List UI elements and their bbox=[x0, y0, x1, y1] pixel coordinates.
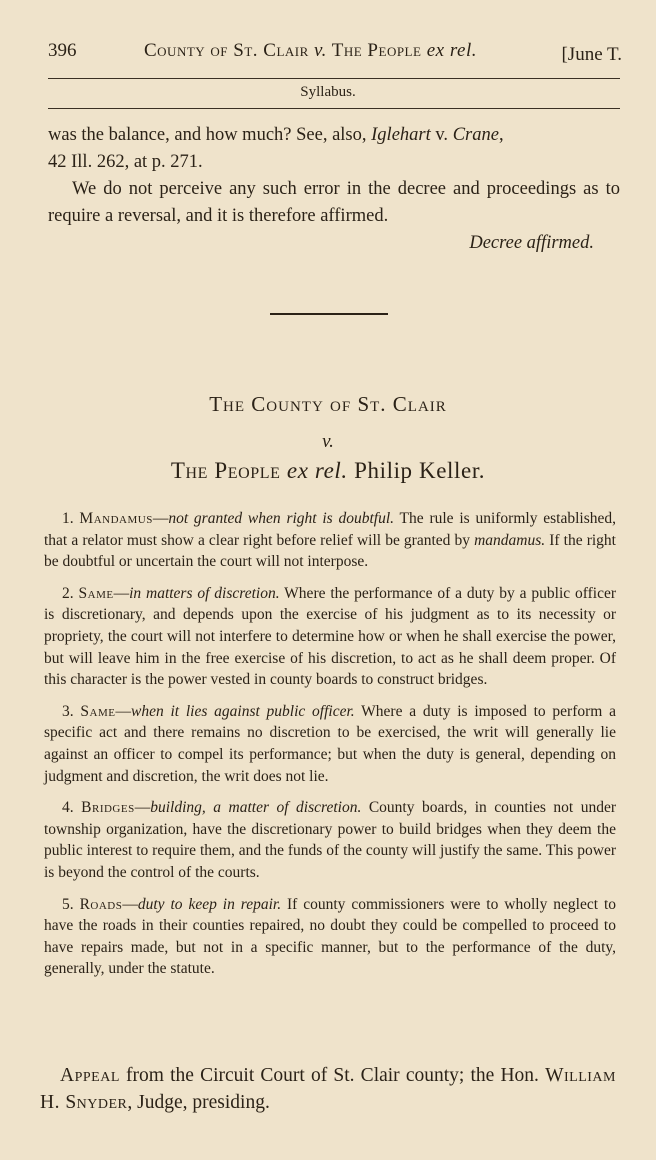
header-rule-bottom bbox=[48, 108, 620, 109]
decree-affirmed-text: Decree affirmed. bbox=[469, 233, 594, 253]
headnote-text: Where a duty is imposed to perform a specific act and there remains no discretion to be exercised, the writ will generally lie against an officer to compel its performance; but when the duty is general, depending on judgment and discretion, the writ does not lie. bbox=[44, 702, 616, 785]
headnote-number: 2. bbox=[62, 584, 74, 602]
decree-affirmed bbox=[48, 230, 620, 257]
case-cite-name: Iglehart bbox=[371, 125, 431, 145]
appeal-judge: William H. Snyder bbox=[40, 1065, 616, 1113]
section-label: Syllabus. bbox=[300, 84, 356, 100]
appeal-lead: Appeal bbox=[60, 1065, 120, 1086]
headnote-2: 2. Same—in matters of discretion. Where the performance of a duty by a public officer is discretionary, and depends upon the exercise of his judgment as to its necessity or propriety, the court will not interfere to determine how or when he shall exercise the power, but will leave him in the free exercise of his discretion, to act as he shall deem proper. Of this character is the power vested in county boards to construct bridges. bbox=[44, 584, 617, 689]
running-title-part1: County of St. Clair bbox=[144, 40, 309, 61]
headnote-topic: Same bbox=[78, 584, 114, 602]
headnote-text: If county commissioners were to wholly neglect to have the roads in their counties repaired, no doubt they could be compelled to proceed to have repairs made, but not in a specific manner, but to the performance of the duty, generally, under the statute. bbox=[44, 895, 616, 978]
headnote-topic: Same bbox=[80, 702, 116, 720]
running-title-exrel: ex rel. bbox=[426, 40, 477, 61]
opening-line-2: 42 Ill. 262, at p. 271. bbox=[48, 152, 203, 172]
headnote-text: Where the performance of a duty by a public officer is discretionary, and depends upon the exercise of his judgment as to its necessity or propriety, the court will not interfere to determine how or when he shall exercise the power, but will leave him in the free exercise of his discretion, to act as he shall deem proper. Of this character is the power vested in county boards to construct bridges. bbox=[44, 584, 617, 689]
opinion-conclusion bbox=[48, 122, 620, 257]
running-head bbox=[48, 40, 622, 70]
term-label: [June T. bbox=[561, 44, 622, 65]
affirmance-paragraph: We do not perceive any such error in the decree and proceedings as to require a reversal, and it is therefore affirmed. bbox=[48, 179, 620, 226]
headnote-subtopic: duty to keep in repair. bbox=[137, 895, 282, 913]
case-cite-v: v. bbox=[430, 125, 453, 145]
headnote-1: 1. Mandamus—not granted when right is doubtful. The rule is uniformly established, that a relator must show a clear right before relief will be granted by mandamus. If the right be doubtful or uncertain the court will not interpose. bbox=[44, 510, 616, 571]
section-divider bbox=[270, 313, 388, 315]
headnote-subtopic: not granted when right is doubtful. bbox=[168, 510, 395, 527]
headnote-4: 4. Bridges—building, a matter of discretion. County boards, in counties not under township organization, have the discretionary power to build bridges when they deem the public interest to require them, and the funds of the county will justify the same. This power is beyond the control of the courts. bbox=[44, 799, 617, 881]
running-title-v: v. bbox=[314, 40, 327, 61]
headnote-number: 5. bbox=[62, 895, 74, 913]
headnote-topic: Bridges bbox=[81, 799, 135, 817]
headnote-subtopic: in matters of discretion. bbox=[129, 584, 280, 602]
appeal-text-2: , Judge, presiding. bbox=[127, 1092, 270, 1113]
running-title bbox=[144, 40, 477, 62]
running-title-part2: The People bbox=[331, 40, 422, 61]
opening-line-1 bbox=[48, 122, 620, 149]
headnote-subtopic: when it lies against public officer. bbox=[130, 702, 355, 720]
headnote-number: 3. bbox=[62, 702, 74, 720]
headnote-text: The rule is uniformly established, that a relator must show a clear right before relief will be granted by bbox=[44, 510, 616, 549]
page-number: 396 bbox=[48, 40, 77, 61]
headnote-3: 3. Same—when it lies against public officer. Where a duty is imposed to perform a specific act and there remains no discretion to be exercised, the writ will generally lie against an officer to compel its performance; but when the duty is general, depending on judgment and discretion, the writ does not lie. bbox=[44, 702, 616, 785]
case-party bbox=[0, 458, 656, 484]
appeal-statement bbox=[40, 1062, 616, 1116]
headnote-text-italic: mandamus. bbox=[474, 531, 546, 549]
headnote-number: 1. bbox=[62, 510, 74, 527]
headnotes bbox=[44, 508, 616, 990]
case-party-exrel: ex rel. bbox=[286, 458, 348, 483]
headnote-text: County boards, in counties not under township organization, have the discretionary power to build bridges when they deem the public interest to require them, and the funds of the county will justify the same. This power is beyond the control of the courts. bbox=[44, 799, 617, 881]
opening-comma: , bbox=[498, 125, 504, 145]
header-rule-top bbox=[48, 78, 620, 79]
case-party-name: Philip Keller. bbox=[354, 458, 486, 483]
case-title: The County of St. Clair bbox=[209, 392, 447, 416]
headnote-topic: Roads bbox=[79, 895, 123, 913]
case-cite-name-2: Crane bbox=[452, 125, 499, 145]
headnote-topic: Mandamus bbox=[79, 510, 153, 527]
headnote-subtopic: building, a matter of discretion. bbox=[150, 799, 362, 817]
appeal-text: from the Circuit Court of St. Clair county; the Hon. bbox=[119, 1065, 546, 1086]
case-versus: v. bbox=[322, 431, 334, 452]
headnote-number: 4. bbox=[62, 799, 74, 817]
headnote-5: 5. Roads—duty to keep in repair. If county commissioners were to wholly neglect to have the roads in their counties repaired, no doubt they could be compelled to proceed to have repairs made, but not in a specific manner, but to the performance of the duty, generally, under the statute. bbox=[44, 895, 616, 978]
case-party-people: The People bbox=[170, 458, 281, 483]
opening-text: was the balance, and how much? See, also, bbox=[48, 125, 372, 145]
headnote-text-2: If the right be doubtful or uncertain the court will not interpose. bbox=[44, 531, 616, 571]
